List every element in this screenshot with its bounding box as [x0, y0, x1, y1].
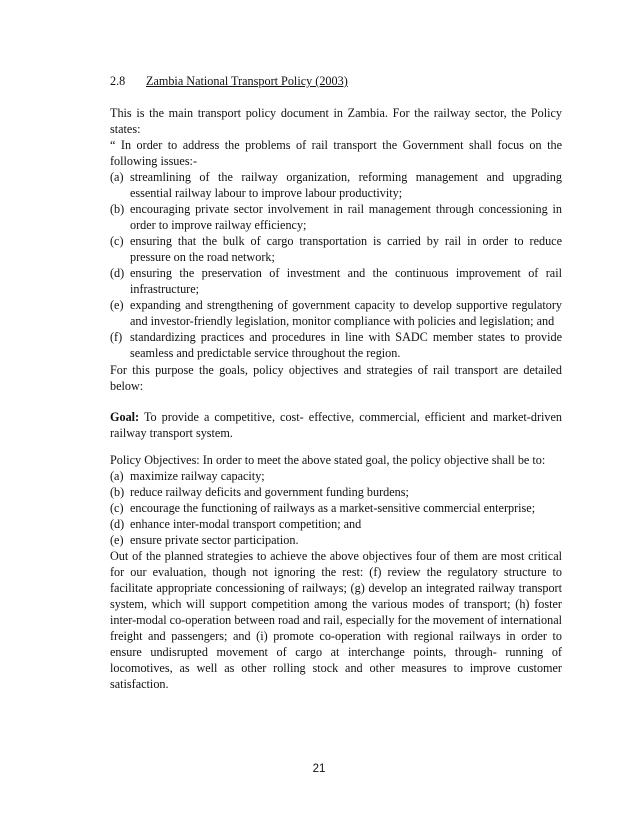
purpose-paragraph: For this purpose the goals, policy objectives and strategies of rail transport are detailed below:	[110, 363, 562, 393]
objective-label: (b)	[110, 485, 125, 499]
objective-item	[110, 484, 562, 500]
issue-label: (c)	[110, 234, 124, 248]
issue-item	[110, 329, 562, 361]
issue-label: (b)	[110, 202, 125, 216]
issue-label: (d)	[110, 266, 125, 280]
objective-label: (a)	[110, 469, 124, 483]
issue-text: ensuring the preservation of investment and the continuous improvement of rail infrastructure;	[130, 266, 562, 296]
strategies-paragraph: Out of the planned strategies to achieve the above objectives four of them are most critical for our evaluation, though not ignoring the rest: (f) review the regulatory structure to facilitate appropriate concessioning of railways; (g) develop an integrated railway transport system, which will support competition among the various modes of transport; (h) foster inter-modal co-operation between road and rail, especially for the movement of international freight and passengers; and (i) promote co-operation with regional railways in order to ensure undisrupted movement of cargo at interchange points, through- running of locomotives, as well as other rolling stock and other measures to improve customer satisfaction.	[110, 549, 562, 691]
objective-item	[110, 532, 562, 548]
quote-lead: “ In order to address the problems of rail transport the Government shall focus on the following issues:-	[110, 138, 562, 168]
issue-text: streamlining of the railway organization, reforming management and upgrading essential railway labour to improve labour productivity;	[130, 170, 562, 200]
issue-item	[110, 297, 562, 329]
purpose-block	[110, 362, 562, 394]
issue-label: (e)	[110, 298, 124, 312]
objective-label: (d)	[110, 517, 125, 531]
objective-text: encourage the functioning of railways as a market-sensitive commercial enterprise;	[130, 501, 536, 515]
objectives-lead: Policy Objectives: In order to meet the above stated goal, the policy objective shall be to:	[110, 453, 546, 467]
issue-text: ensuring that the bulk of cargo transportation is carried by rail in order to reduce pressure on the road network;	[130, 234, 562, 264]
objective-text: maximize railway capacity;	[130, 469, 265, 483]
issue-label: (a)	[110, 170, 124, 184]
issue-label: (f)	[110, 330, 123, 344]
objective-item	[110, 516, 562, 532]
goal-block	[110, 409, 562, 441]
issue-text: standardizing practices and procedures in line with SADC member states to provide seamless and predictable service throughout the region.	[130, 330, 562, 360]
page-number: 21	[312, 763, 326, 775]
intro-block	[110, 105, 562, 361]
objective-text: reduce railway deficits and government funding burdens;	[130, 485, 409, 499]
goal-paragraph	[110, 409, 562, 441]
issue-item	[110, 265, 562, 297]
objective-item	[110, 468, 562, 484]
objective-label: (e)	[110, 533, 124, 547]
goal-label: Goal:	[110, 410, 140, 424]
issue-text: expanding and strengthening of government capacity to develop supportive regulatory and investor-friendly legislation, monitor compliance with policies and legislation; and	[130, 298, 562, 328]
section-number: 2.8	[110, 74, 126, 88]
issue-item	[110, 233, 562, 265]
section-heading	[110, 73, 562, 89]
section-title: Zambia National Transport Policy (2003)	[146, 74, 348, 88]
objectives-block	[110, 452, 562, 548]
objective-label: (c)	[110, 501, 124, 515]
intro-paragraph: This is the main transport policy document in Zambia. For the railway sector, the Policy states:	[110, 106, 562, 136]
issue-item	[110, 201, 562, 233]
objective-item	[110, 500, 562, 516]
objective-text: enhance inter-modal transport competition; and	[130, 517, 362, 531]
goal-text: To provide a competitive, cost- effective, commercial, efficient and market-driven railway transport system.	[110, 410, 562, 440]
issue-item	[110, 169, 562, 201]
strategies-block	[110, 548, 562, 692]
objective-text: ensure private sector participation.	[130, 533, 299, 547]
issue-text: encouraging private sector involvement in rail management through concessioning in order to improve railway efficiency;	[130, 202, 562, 232]
